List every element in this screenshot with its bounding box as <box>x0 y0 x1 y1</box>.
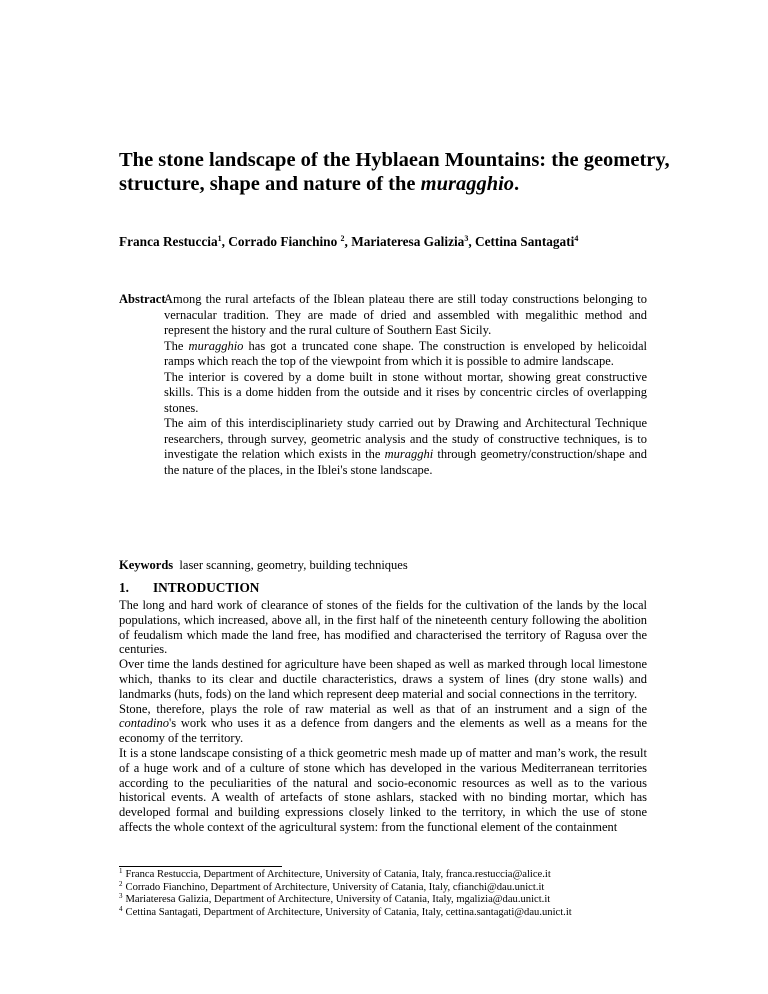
abstract-text: The <box>164 338 189 353</box>
section-number: 1. <box>119 580 129 595</box>
footnote-number: 1 <box>119 867 123 875</box>
abstract-text: The aim of this interdisciplinariety study carried out by Drawing and Architectural Technique researchers, through survey, geometric analysis and the study of constructive techniques, is to investigate the relation which exists in the <box>164 416 647 461</box>
author-name: Cettina Santagati <box>474 234 575 249</box>
footnotes <box>119 869 719 919</box>
intro-paragraph: Over time the lands destined for agriculture have been shaped as well as marked through local limestone which, thanks to its clear and ductile characteristics, draws a system of lines (dry stone walls) and landmarks (huts, fods) on the land which represent deep material and social connections in the territory. <box>119 657 647 701</box>
author-affiliation-mark: 3 <box>464 234 469 243</box>
keywords-label: Keywords <box>119 558 174 572</box>
footnote-text: Corrado Fianchino, Department of Architecture, University of Catania, Italy, cfianchi@dau.unict.it <box>125 881 545 893</box>
abstract-label: Abstract <box>119 292 166 306</box>
footnote <box>119 869 719 882</box>
author-name: Franca Restuccia <box>119 234 218 249</box>
footnote-number: 3 <box>119 892 123 900</box>
keywords-text: laser scanning, geometry, building techniques <box>179 558 408 572</box>
footnote-text: Mariateresa Galizia, Department of Architecture, University of Catania, Italy, mgalizia@dau.unict.it <box>125 894 551 905</box>
author-name: Mariateresa Galizia <box>351 234 465 249</box>
author-separator: , <box>468 234 475 249</box>
section-title: INTRODUCTION <box>153 580 260 595</box>
footnote-text: Franca Restuccia, Department of Architecture, University of Catania, Italy, franca.restuccia@alice.it <box>125 869 551 880</box>
abstract-paragraph: The interior is covered by a dome built in stone without mortar, showing great constructive skills. This is a dome hidden from the outside and it rises by concentric circles of overlapping stones. <box>164 369 647 415</box>
introduction-body <box>119 598 647 835</box>
footnote <box>119 879 719 895</box>
title-italic-term: muragghio <box>420 173 515 195</box>
intro-text: Stone, therefore, plays the role of raw material as well as that of an instrument and a sign of the <box>119 701 647 716</box>
footnote-number: 4 <box>119 904 123 913</box>
abstract-italic-term: muragghi <box>384 447 434 461</box>
title-end: . <box>514 173 520 195</box>
author-separator: , <box>221 234 229 249</box>
author-affiliation-mark: 1 <box>217 234 222 243</box>
intro-paragraph: It is a stone landscape consisting of a thick geometric mesh made up of matter and man’s work, the result of a huge work and of a culture of stone which has developed in the various Mediterranean territories according to the peculiarities of the natural and socio-economic resources as well as to the various historical events. A wealth of artefacts of stone ashlars, stacked with no binding mortar, which has developed formal and building expressions closely linked to the territory, in which the use of stone affects the whole context of the agricultural system: from the functional element of the containment <box>119 745 647 834</box>
abstract-paragraph: Among the rural artefacts of the Iblean plateau there are still today constructions belonging to vernacular tradition. They are made of dried and assembled with megalithic method and represent the history and the rural culture of Southern East Sicily. <box>164 292 647 337</box>
author-separator: , <box>344 234 352 249</box>
footnote-number: 2 <box>119 879 123 888</box>
footnote <box>119 894 719 907</box>
abstract-italic-term: muragghio <box>188 338 244 353</box>
abstract-paragraph <box>164 416 647 478</box>
footnote-text: Cettina Santagati, Department of Architecture, University of Catania, Italy, cettina.santagati@dau.unict.it <box>125 906 572 918</box>
author-name: Corrado Fianchino <box>228 234 341 249</box>
author-affiliation-mark: 2 <box>340 234 345 243</box>
intro-italic-term: contadino <box>119 716 169 731</box>
intro-text: 's work who uses it as a defence from dangers and the elements as well as a means for the economy of the territory. <box>119 716 647 746</box>
abstract-paragraph <box>164 339 647 370</box>
author-list <box>119 234 719 250</box>
intro-paragraph <box>119 702 647 746</box>
author-affiliation-mark: 4 <box>574 234 579 243</box>
abstract-text: has got a truncated cone shape. The construction is enveloped by helicoidal ramps which reach the top of the viewpoint from which it is possible to admire landscape. <box>164 338 648 368</box>
abstract-body <box>164 292 647 478</box>
keywords-line <box>119 558 719 574</box>
section-heading <box>119 580 719 596</box>
paper-title <box>119 148 719 196</box>
abstract-text: through geometry/construction/shape and the nature of the places, in the Iblei's stone landscape. <box>164 447 647 477</box>
footnote <box>119 904 719 920</box>
title-text: The stone landscape of the Hyblaean Mountains: the geometry, structure, shape and nature of the <box>119 149 670 195</box>
intro-paragraph: The long and hard work of clearance of stones of the fields for the cultivation of the lands by the local populations, which increased, above all, in the first half of the nineteenth century following the abolition of feudalism which made the land free, has modified and characterised the territory of Ragusa over the centuries. <box>119 598 647 657</box>
footnote-divider <box>119 866 282 867</box>
